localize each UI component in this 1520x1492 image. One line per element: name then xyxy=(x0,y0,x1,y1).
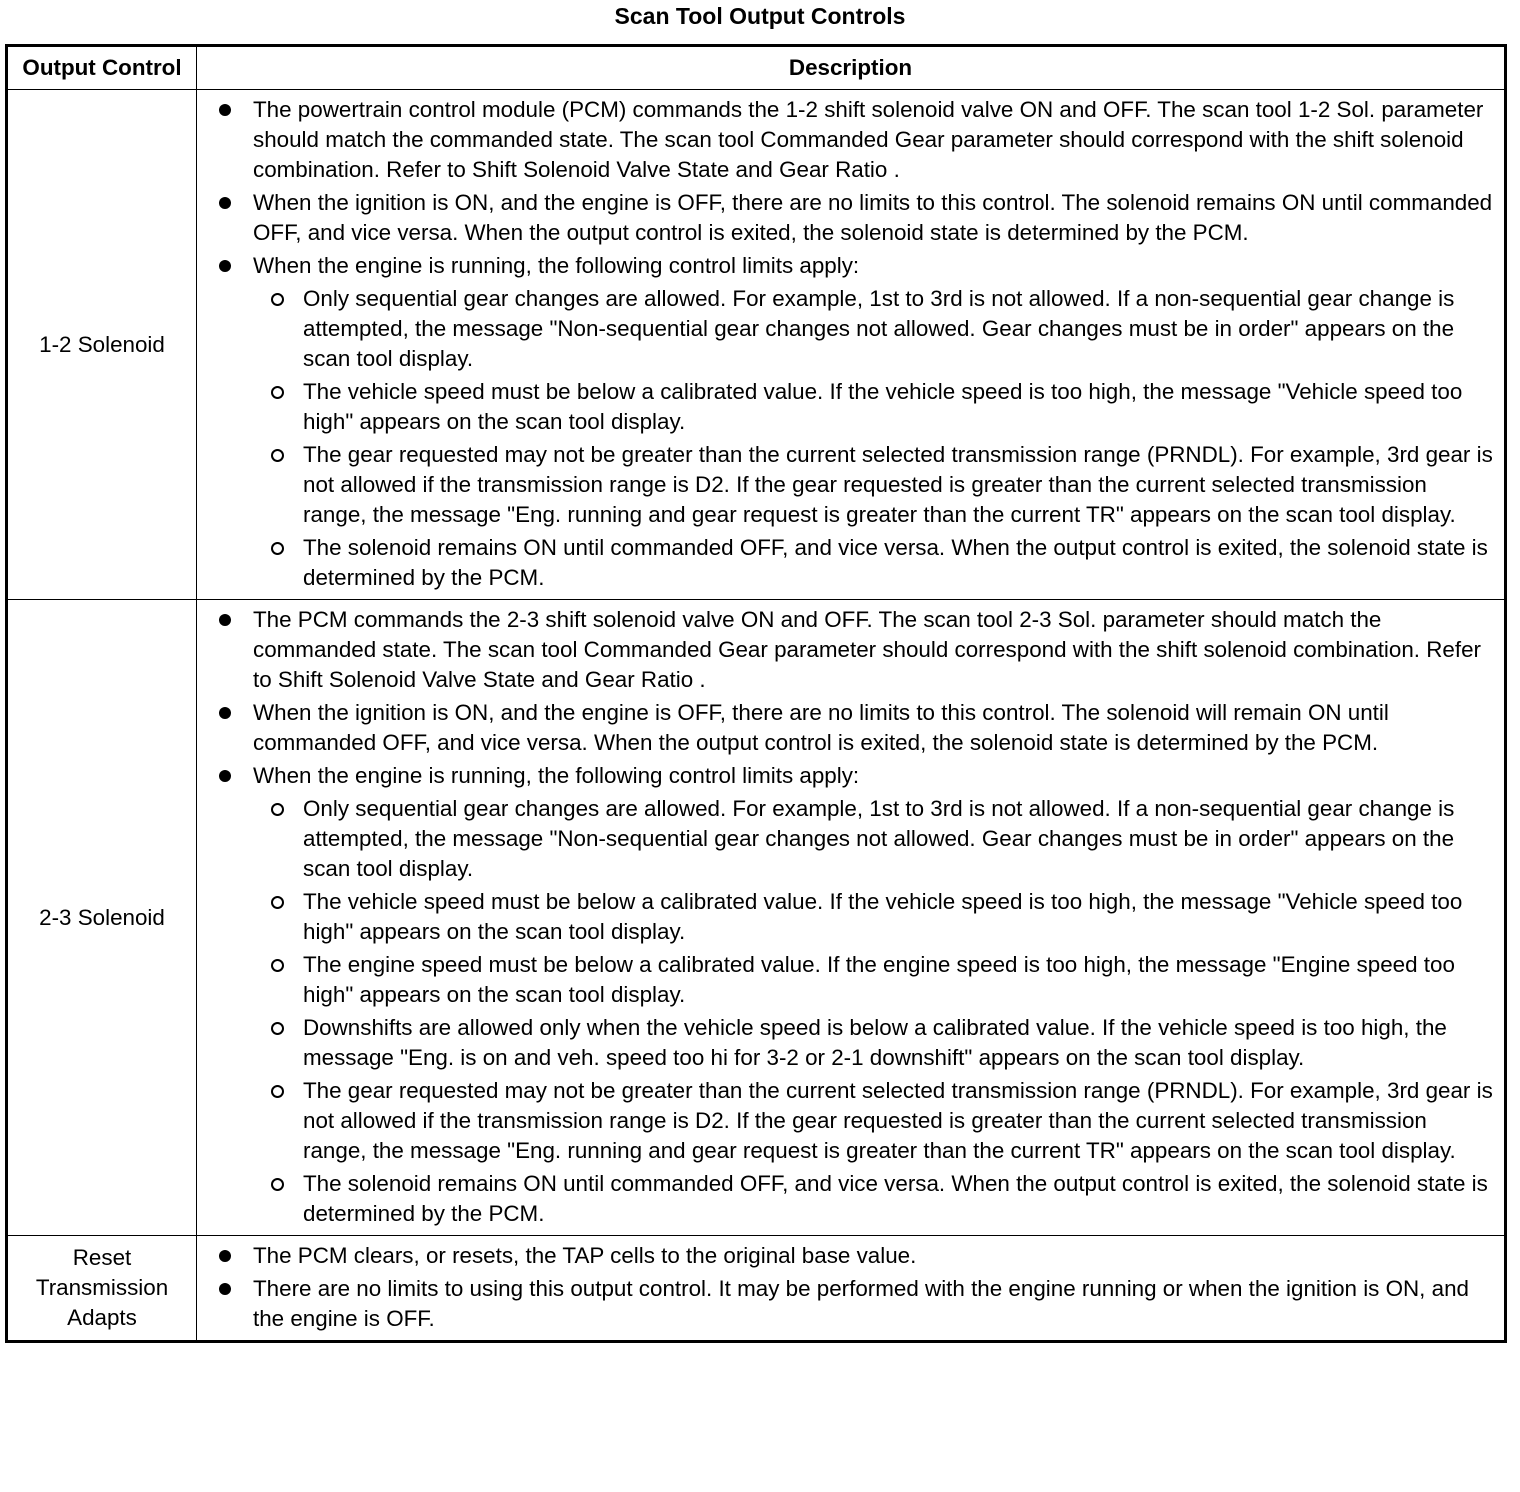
bullet-circle-icon xyxy=(271,449,284,462)
description-cell xyxy=(197,600,1506,1236)
sub-list-item xyxy=(253,794,1496,884)
list-item xyxy=(213,698,1496,758)
bullet-circle-icon xyxy=(271,386,284,399)
list-item-text: There are no limits to using this output control. It may be performed with the engine running or when the ignition is ON, and the engine is OFF. xyxy=(253,1276,1469,1331)
sub-bullet-list xyxy=(253,794,1496,1229)
list-item xyxy=(213,251,1496,593)
sub-list-item xyxy=(253,887,1496,947)
sub-list-item-text: The vehicle speed must be below a calibrated value. If the vehicle speed is too high, the message "Vehicle speed too high" appears on the scan tool display. xyxy=(303,889,1463,944)
sub-list-item-text: Only sequential gear changes are allowed. For example, 1st to 3rd is not allowed. If a non-sequential gear change is attempted, the message "Non-sequential gear changes not allowed. Gear changes must be in order" appears on the scan tool display. xyxy=(303,796,1455,881)
column-header-description: Description xyxy=(197,46,1506,90)
bullet-dot-icon xyxy=(219,614,231,626)
list-item xyxy=(213,761,1496,1229)
sub-list-item-text: The solenoid remains ON until commanded OFF, and vice versa. When the output control is exited, the solenoid state is determined by the PCM. xyxy=(303,1171,1488,1226)
sub-list-item xyxy=(253,377,1496,437)
description-cell xyxy=(197,90,1506,600)
table-body xyxy=(7,90,1506,1342)
sub-list-item xyxy=(253,1013,1496,1073)
list-item-text: The powertrain control module (PCM) commands the 1-2 shift solenoid valve ON and OFF. The scan tool 1-2 Sol. parameter should match the commanded state. The scan tool Commanded Gear parameter should correspond with the shift solenoid combination. Refer to Shift Solenoid Valve State and Gear Ratio . xyxy=(253,97,1484,182)
sub-list-item-text: The vehicle speed must be below a calibrated value. If the vehicle speed is too high, the message "Vehicle speed too high" appears on the scan tool display. xyxy=(303,379,1463,434)
list-item-text: When the ignition is ON, and the engine is OFF, there are no limits to this control. The solenoid will remain ON until commanded OFF, and vice versa. When the output control is exited, the solenoid state is determined by the PCM. xyxy=(253,700,1389,755)
list-item xyxy=(213,95,1496,185)
sub-list-item-text: The gear requested may not be greater than the current selected transmission range (PRNDL). For example, 3rd gear is not allowed if the transmission range is D2. If the gear requested is greater than the current selected transmission range, the message "Eng. running and gear request is greater than the current TR" appears on the scan tool display. xyxy=(303,442,1493,527)
sub-list-item xyxy=(253,1076,1496,1166)
output-control-cell: 2-3 Solenoid xyxy=(7,600,197,1236)
bullet-circle-icon xyxy=(271,542,284,555)
bullet-circle-icon xyxy=(271,1022,284,1035)
bullet-circle-icon xyxy=(271,1085,284,1098)
list-item-text: The PCM clears, or resets, the TAP cells to the original base value. xyxy=(253,1243,917,1268)
page-title: Scan Tool Output Controls xyxy=(614,3,906,29)
sub-list-item xyxy=(253,1169,1496,1229)
bullet-dot-icon xyxy=(219,1250,231,1262)
list-item xyxy=(213,188,1496,248)
output-controls-table xyxy=(5,44,1507,1343)
sub-list-item xyxy=(253,950,1496,1010)
list-item xyxy=(213,1241,1496,1271)
list-item xyxy=(213,605,1496,695)
bullet-list xyxy=(213,1241,1496,1334)
sub-list-item xyxy=(253,533,1496,593)
list-item-text: The PCM commands the 2-3 shift solenoid valve ON and OFF. The scan tool 2-3 Sol. parameter should match the commanded state. The scan tool Commanded Gear parameter should correspond with the shift solenoid combination. Refer to Shift Solenoid Valve State and Gear Ratio . xyxy=(253,607,1481,692)
list-item xyxy=(213,1274,1496,1334)
bullet-list xyxy=(213,605,1496,1229)
list-item-text: When the engine is running, the following control limits apply: xyxy=(253,763,860,788)
sub-list-item-text: Only sequential gear changes are allowed. For example, 1st to 3rd is not allowed. If a non-sequential gear change is attempted, the message "Non-sequential gear changes not allowed. Gear changes must be in order" appears on the scan tool display. xyxy=(303,286,1455,371)
sub-list-item-text: The gear requested may not be greater than the current selected transmission range (PRNDL). For example, 3rd gear is not allowed if the transmission range is D2. If the gear requested is greater than the current selected transmission range, the message "Eng. running and gear request is greater than the current TR" appears on the scan tool display. xyxy=(303,1078,1493,1163)
column-header-output-control: Output Control xyxy=(7,46,197,90)
bullet-dot-icon xyxy=(219,197,231,209)
sub-list-item xyxy=(253,440,1496,530)
bullet-dot-icon xyxy=(219,770,231,782)
sub-list-item xyxy=(253,284,1496,374)
bullet-dot-icon xyxy=(219,104,231,116)
bullet-dot-icon xyxy=(219,1283,231,1295)
output-control-cell: 1-2 Solenoid xyxy=(7,90,197,600)
table-row xyxy=(7,1236,1506,1342)
table-row xyxy=(7,600,1506,1236)
table-row xyxy=(7,90,1506,600)
bullet-list xyxy=(213,95,1496,593)
output-control-cell: Reset Transmission Adapts xyxy=(7,1236,197,1342)
bullet-dot-icon xyxy=(219,707,231,719)
bullet-circle-icon xyxy=(271,959,284,972)
bullet-circle-icon xyxy=(271,896,284,909)
bullet-dot-icon xyxy=(219,260,231,272)
list-item-text: When the ignition is ON, and the engine is OFF, there are no limits to this control. The solenoid remains ON until commanded OFF, and vice versa. When the output control is exited, the solenoid state is determined by the PCM. xyxy=(253,190,1493,245)
sub-list-item-text: Downshifts are allowed only when the vehicle speed is below a calibrated value. If the vehicle speed is too high, the message "Eng. is on and veh. speed too hi for 3-2 or 2-1 downshift" appears on the scan tool display. xyxy=(303,1015,1447,1070)
bullet-circle-icon xyxy=(271,803,284,816)
bullet-circle-icon xyxy=(271,1178,284,1191)
bullet-circle-icon xyxy=(271,293,284,306)
table-header-row xyxy=(7,46,1506,90)
sub-list-item-text: The engine speed must be below a calibrated value. If the engine speed is too high, the message "Engine speed too high" appears on the scan tool display. xyxy=(303,952,1455,1007)
sub-bullet-list xyxy=(253,284,1496,593)
list-item-text: When the engine is running, the following control limits apply: xyxy=(253,253,860,278)
description-cell xyxy=(197,1236,1506,1342)
sub-list-item-text: The solenoid remains ON until commanded OFF, and vice versa. When the output control is exited, the solenoid state is determined by the PCM. xyxy=(303,535,1488,590)
